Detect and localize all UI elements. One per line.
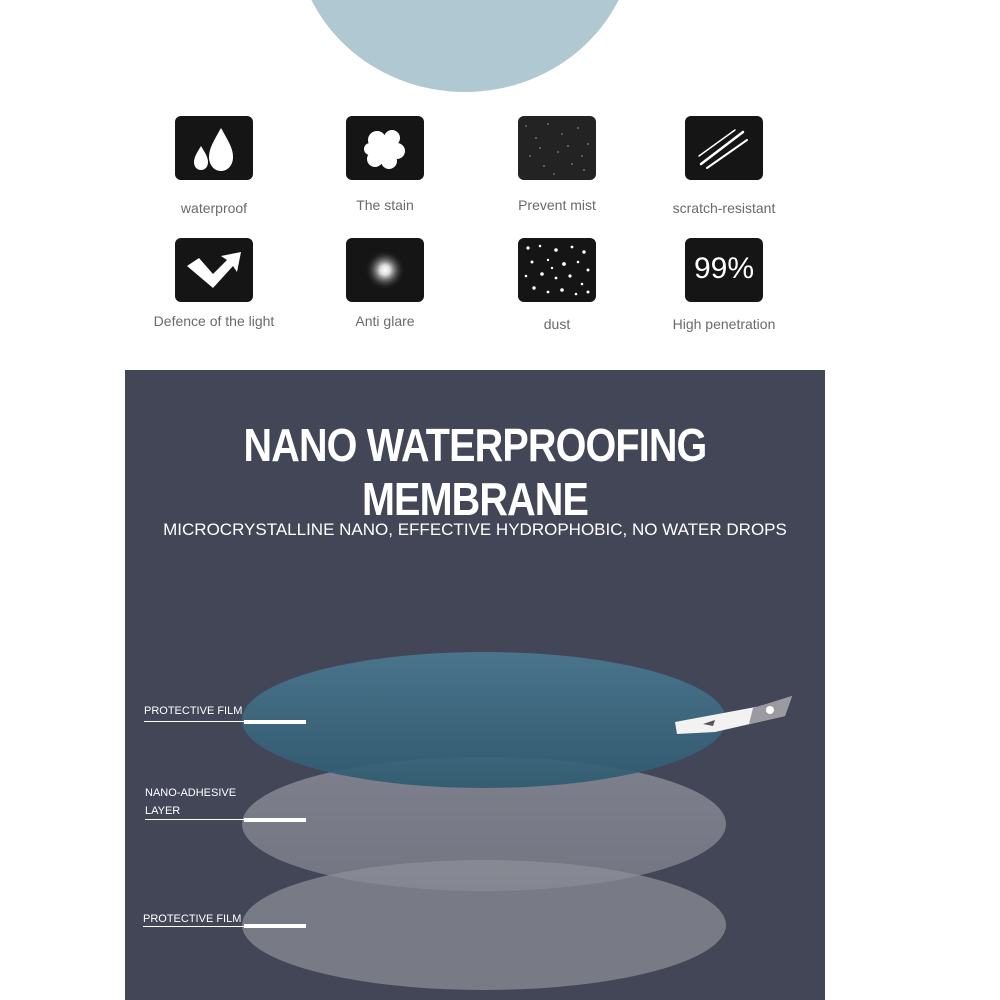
layer-label-bottom: PROTECTIVE FILM <box>143 913 242 925</box>
dust-particles-icon <box>518 238 596 302</box>
feature-label: High penetration <box>672 316 776 332</box>
feature-label: scratch-resistant <box>672 200 776 216</box>
feature-label: Anti glare <box>355 313 415 329</box>
feature-anti-glare <box>295 238 475 329</box>
feature-mist <box>467 116 647 213</box>
layer-label-middle-line1: NANO-ADHESIVE <box>145 787 237 799</box>
feature-dust <box>467 238 647 332</box>
feature-waterproof <box>124 116 304 216</box>
feature-scratch <box>634 116 814 216</box>
membrane-panel <box>125 370 825 1000</box>
percent-99-icon <box>685 238 763 302</box>
check-arrow-icon <box>175 238 253 302</box>
top-protective-film-layer <box>242 652 726 788</box>
layer-label-top: PROTECTIVE FILM <box>144 705 243 717</box>
layer-underline <box>143 926 244 927</box>
layer-underline <box>145 819 244 820</box>
feature-label: dust <box>543 316 571 332</box>
mist-icon <box>518 116 596 180</box>
feature-label: Prevent mist <box>518 197 596 213</box>
layer-diagram <box>125 370 825 1000</box>
membrane-subtitle: MICROCRYSTALLINE NANO, EFFECTIVE HYDROPHOBIC, NO WATER DROPS <box>163 520 787 539</box>
feature-label: waterproof <box>180 200 248 216</box>
feature-high-penetration <box>634 238 814 332</box>
feature-stain <box>295 116 475 213</box>
lens-preview-circle <box>295 0 635 92</box>
layer-pointer <box>244 924 306 928</box>
stain-blob-icon <box>346 116 424 180</box>
water-drops-icon <box>175 116 253 180</box>
percent-99-text: 99% <box>693 252 755 285</box>
glare-light-icon <box>346 238 424 302</box>
feature-light-defence <box>124 238 304 329</box>
scratch-marks-icon <box>685 116 763 180</box>
layer-underline <box>144 721 244 722</box>
feature-label: The stain <box>356 197 414 213</box>
layer-pointer <box>244 818 306 822</box>
layer-pointer <box>244 720 306 724</box>
feature-label: Defence of the light <box>153 313 275 329</box>
membrane-title: NANO WATERPROOFING MEMBRANE <box>243 419 707 525</box>
layer-label-middle-line2: LAYER <box>145 805 181 817</box>
